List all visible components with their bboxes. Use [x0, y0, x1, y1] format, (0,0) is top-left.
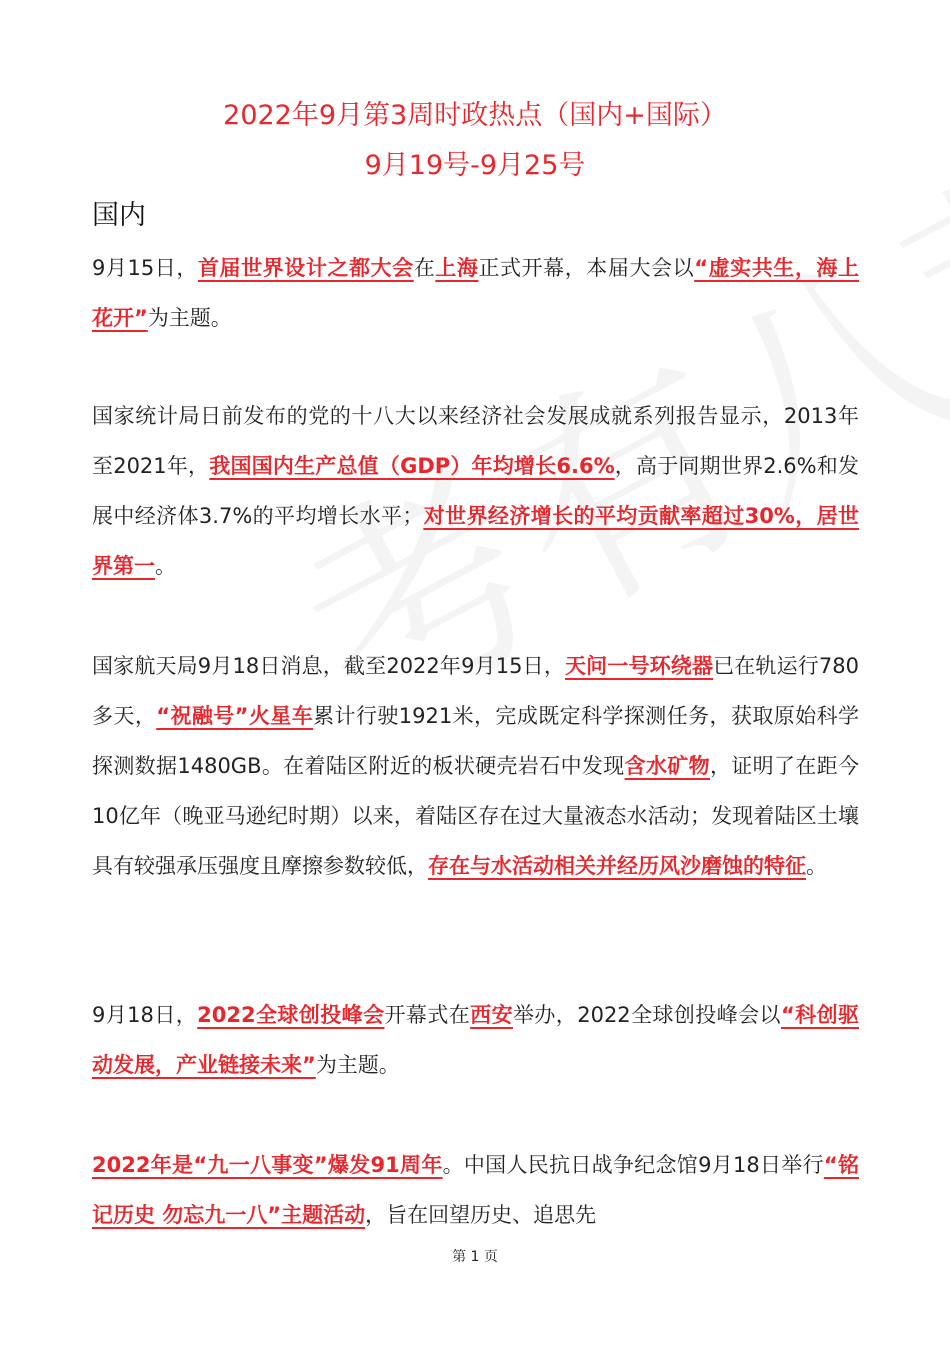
- news-paragraph: [92, 391, 859, 591]
- paragraph-text: ，高于同期世界2.6%和发展中经济体3.7%的平均增长水平；: [92, 454, 859, 528]
- paragraph-text: 国家统计局日前发布的党的十八大以来经济社会发展成就系列报告显示，2013年至2021年，: [92, 404, 859, 478]
- paragraph-text: 为主题。: [147, 306, 232, 330]
- news-paragraph: [92, 990, 859, 1090]
- paragraph-text: 为主题。: [315, 1053, 400, 1077]
- paragraph-text: 国家航天局9月18日消息，截至2022年9月15日，: [92, 654, 565, 678]
- highlighted-keyphrase: 天问一号环绕器: [564, 654, 714, 678]
- paragraph-text: ，证明了在距今10亿年（晚亚马逊纪时期）以来，着陆区存在过大量液态水活动；发现着陆区土壤具有较强承压强度且摩擦参数较低，: [92, 754, 860, 878]
- paragraph-text: 举办，2022全球创投峰会以: [512, 1003, 781, 1027]
- paragraph-text: 9月15日，: [92, 256, 198, 280]
- highlighted-keyphrase: 2022年是“九一八事变”爆发91周年: [92, 1153, 443, 1177]
- page-subtitle-date-range: 9月19号-9月25号: [364, 150, 586, 181]
- paragraph-text: ，旨在回望历史、追思先: [365, 1203, 597, 1227]
- highlighted-keyphrase: 对世界经济增长的平均贡献率超过30%，居世界第一: [92, 504, 860, 578]
- news-paragraph: [92, 243, 859, 343]
- highlighted-keyphrase: 含水矿物: [624, 754, 710, 778]
- paragraph-text: 在: [413, 256, 436, 280]
- page-title: 2022年9月第3周时政热点（国内+国际）: [223, 100, 727, 131]
- highlighted-keyphrase: 我国国内生产总值（GDP）年均增长6.6%: [209, 454, 615, 478]
- page-number: 第 1 页: [452, 1249, 498, 1265]
- highlighted-keyphrase: “科创驱动发展，产业链接未来”: [92, 1003, 860, 1077]
- highlighted-keyphrase: 上海: [435, 256, 479, 280]
- news-paragraph: [92, 1140, 859, 1240]
- paragraph-text: 9月18日，: [92, 1003, 198, 1027]
- paragraph-text: 正式开幕，本届大会以: [478, 256, 695, 280]
- paragraph-text: 已在轨运行780多天，: [92, 654, 859, 728]
- paragraph-text: 开幕式在: [384, 1003, 471, 1027]
- section-heading-domestic: 国内: [92, 200, 146, 231]
- paragraph-text: 。: [155, 554, 176, 578]
- highlighted-keyphrase: “虚实共生，海上花开”: [92, 256, 860, 330]
- highlighted-keyphrase: 2022全球创投峰会: [197, 1003, 385, 1027]
- news-paragraph: [92, 641, 859, 891]
- highlighted-keyphrase: 首届世界设计之都大会: [197, 256, 414, 280]
- highlighted-keyphrase: 存在与水活动相关并经历风沙磨蚀的特征: [428, 854, 806, 878]
- highlighted-keyphrase: “铭记历史 勿忘九一八”主题活动: [92, 1153, 859, 1227]
- paragraph-text: 累计行驶1921米，完成既定科学探测任务，获取原始科学探测数据1480GB。在着陆区附近的板状硬壳岩石中发现: [92, 704, 859, 778]
- highlighted-keyphrase: “祝融号”火星车: [156, 704, 314, 728]
- paragraph-text: 。: [806, 854, 827, 878]
- paragraph-text: 。中国人民抗日战争纪念馆9月18日举行: [442, 1153, 824, 1177]
- highlighted-keyphrase: 西安: [470, 1003, 513, 1027]
